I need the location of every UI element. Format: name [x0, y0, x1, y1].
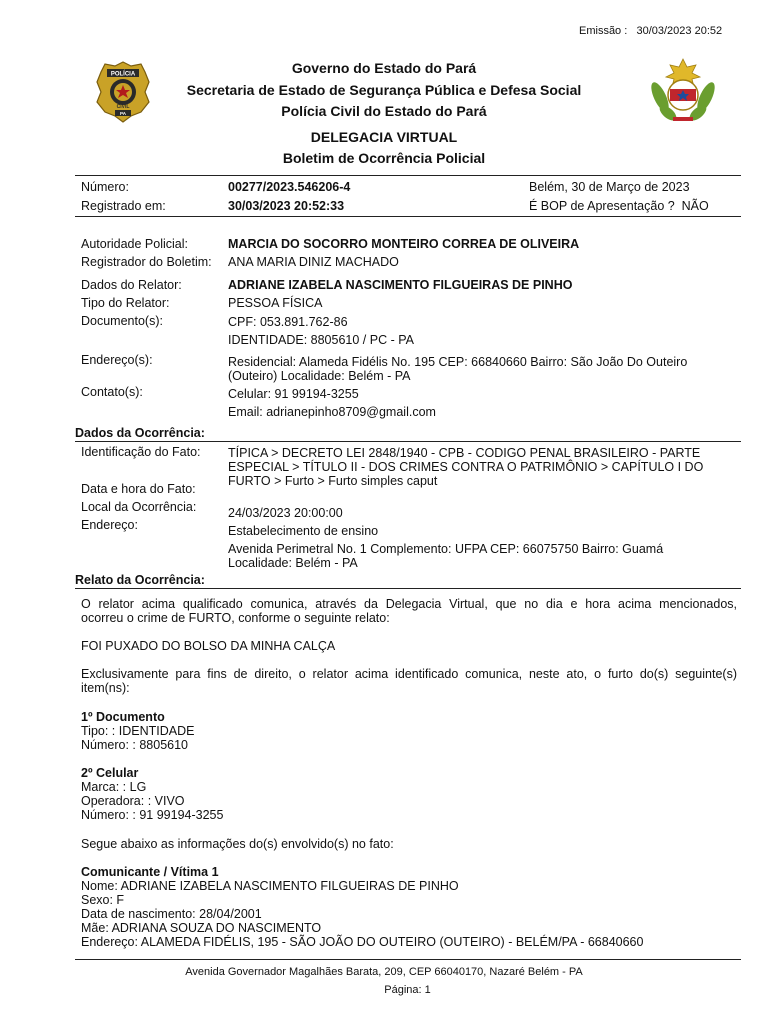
bop-line: [529, 199, 709, 213]
emission-line: [579, 25, 722, 37]
item-1: [81, 710, 737, 752]
divider: [75, 588, 741, 589]
dados-ocorrencia-title: Dados da Ocorrência:: [75, 426, 205, 440]
relato-title: Relato da Ocorrência:: [75, 573, 205, 587]
autoridade-value: MARCIA DO SOCORRO MONTEIRO CORREA DE OLIVEIRA: [228, 237, 580, 251]
envolvido-title: Comunicante / Vítima 1: [81, 865, 219, 879]
tipo-relator-value: PESSOA FÍSICA: [228, 296, 323, 310]
header-secretaria: Secretaria de Estado de Segurança Pública e Defesa Social: [186, 82, 582, 98]
envolvido-mae: Mãe: ADRIANA SOUZA DO NASCIMENTO: [81, 921, 322, 935]
relato-paragraph-3: [81, 667, 737, 695]
item-1-title: 1º Documento: [81, 710, 165, 724]
relato-paragraph-4: Segue abaixo as informações do(s) envolvido(s) no fato:: [81, 837, 394, 851]
identificacao-line2: ESPECIAL > TÍTULO II - DOS CRIMES CONTRA O PATRIMÔNIO > CAPÍTULO I DO: [228, 460, 704, 474]
endereco-line1: Residencial: Alameda Fidélis No. 195 CEP: 66840660 Bairro: São João Do Outeiro: [228, 355, 688, 369]
autoridade-label: Autoridade Policial:: [81, 237, 189, 251]
emission-value: 30/03/2023 20:52: [636, 25, 723, 37]
svg-text:CIVIL: CIVIL: [116, 104, 130, 110]
identidade-value: IDENTIDADE: 8805610 / PC - PA: [228, 333, 414, 347]
item-2-marca: Marca: : LG: [81, 780, 147, 794]
place-date: Belém, 30 de Março de 2023: [529, 180, 690, 194]
footer-page: Página: 1: [384, 984, 431, 996]
cpf-value: CPF: 053.891.762-86: [228, 315, 348, 329]
endereco-ocorrencia-label: Endereço:: [81, 518, 138, 532]
header-policia: Polícia Civil do Estado do Pará: [281, 103, 487, 119]
envolvido-sexo: Sexo: F: [81, 893, 125, 907]
endereco-line2: (Outeiro) Localidade: Belém - PA: [228, 369, 411, 383]
identificacao-line1: TÍPICA > DECRETO LEI 2848/1940 - CPB - CODIGO PENAL BRASILEIRO - PARTE: [228, 446, 701, 460]
relato-paragraph-2: FOI PUXADO DO BOLSO DA MINHA CALÇA: [81, 639, 336, 653]
endereco-ocorrencia-line2: Localidade: Belém - PA: [228, 556, 358, 570]
divider: [75, 175, 741, 176]
registrado-label: Registrado em:: [81, 199, 166, 213]
divider: [75, 441, 741, 442]
item-1-numero: Número: : 8805610: [81, 738, 189, 752]
registrado-value: 30/03/2023 20:52:33: [228, 199, 345, 213]
celular-value: Celular: 91 99194-3255: [228, 387, 359, 401]
footer-address: Avenida Governador Magalhães Barata, 209, CEP 66040170, Nazaré Belém - PA: [185, 966, 583, 978]
endereco-label: Endereço(s):: [81, 353, 153, 367]
identificacao-line3: FURTO > Furto > Furto simples caput: [228, 474, 438, 488]
relator-value: ADRIANE IZABELA NASCIMENTO FILGUEIRAS DE PINHO: [228, 278, 573, 292]
data-fato-value: 24/03/2023 20:00:00: [228, 506, 343, 520]
contato-label: Contato(s):: [81, 385, 143, 399]
envolvido-nascimento: Data de nascimento: 28/04/2001: [81, 907, 262, 921]
item-2: [81, 766, 737, 822]
item-2-numero: Número: : 91 99194-3255: [81, 808, 224, 822]
relator-label: Dados do Relator:: [81, 278, 182, 292]
item-2-operadora: Operadora: : VIVO: [81, 794, 185, 808]
local-ocorrencia-value: Estabelecimento de ensino: [228, 524, 379, 538]
bop-value: NÃO: [681, 199, 709, 213]
relato-p1-line1: O relator acima qualificado comunica, através da Delegacia Virtual, que no dia e hora acima mencionados,: [81, 597, 737, 611]
envolvido-nome: Nome: ADRIANE IZABELA NASCIMENTO FILGUEIRAS DE PINHO: [81, 879, 459, 893]
data-fato-label: Data e hora do Fato:: [81, 482, 196, 496]
relato-p3-line2: item(ns):: [81, 681, 130, 695]
numero-label: Número:: [81, 180, 129, 194]
identificacao-label: Identificação do Fato:: [81, 445, 201, 459]
relato-paragraph-1: [81, 597, 737, 625]
header-boletim: Boletim de Ocorrência Policial: [282, 150, 486, 166]
svg-text:POLÍCIA: POLÍCIA: [110, 71, 136, 78]
email-value: Email: adrianepinho8709@gmail.com: [228, 405, 436, 419]
emission-label: Emissão :: [579, 25, 628, 37]
item-2-title: 2º Celular: [81, 766, 139, 780]
header-government: Governo do Estado do Pará: [291, 60, 477, 76]
tipo-relator-label: Tipo do Relator:: [81, 296, 170, 310]
divider: [75, 216, 741, 217]
local-ocorrencia-label: Local da Ocorrência:: [81, 500, 197, 514]
bop-label: É BOP de Apresentação ?: [529, 199, 675, 213]
header-delegacia: DELEGACIA VIRTUAL: [310, 129, 458, 145]
numero-value: 00277/2023.546206-4: [228, 180, 351, 194]
relato-p1-line2: ocorreu o crime de FURTO, conforme o seguinte relato:: [81, 611, 390, 625]
item-1-tipo: Tipo: : IDENTIDADE: [81, 724, 195, 738]
envolvido-endereco: Endereço: ALAMEDA FIDÉLIS, 195 - SÃO JOÃO DO OUTEIRO (OUTEIRO) - BELÉM/PA - 66840660: [81, 935, 644, 949]
footer-divider: [75, 959, 741, 960]
endereco-ocorrencia-line1: Avenida Perimetral No. 1 Complemento: UFPA CEP: 66075750 Bairro: Guamá: [228, 542, 664, 556]
envolvido: [81, 865, 737, 949]
registrador-label: Registrador do Boletim:: [81, 255, 212, 269]
relato-p3-line1: Exclusivamente para fins de direito, o relator acima identificado comunica, neste ato, o furto do(s) seguinte(s): [81, 667, 737, 681]
svg-text:PA: PA: [120, 111, 126, 116]
registrador-value: ANA MARIA DINIZ MACHADO: [228, 255, 399, 269]
documentos-label: Documento(s):: [81, 314, 163, 328]
